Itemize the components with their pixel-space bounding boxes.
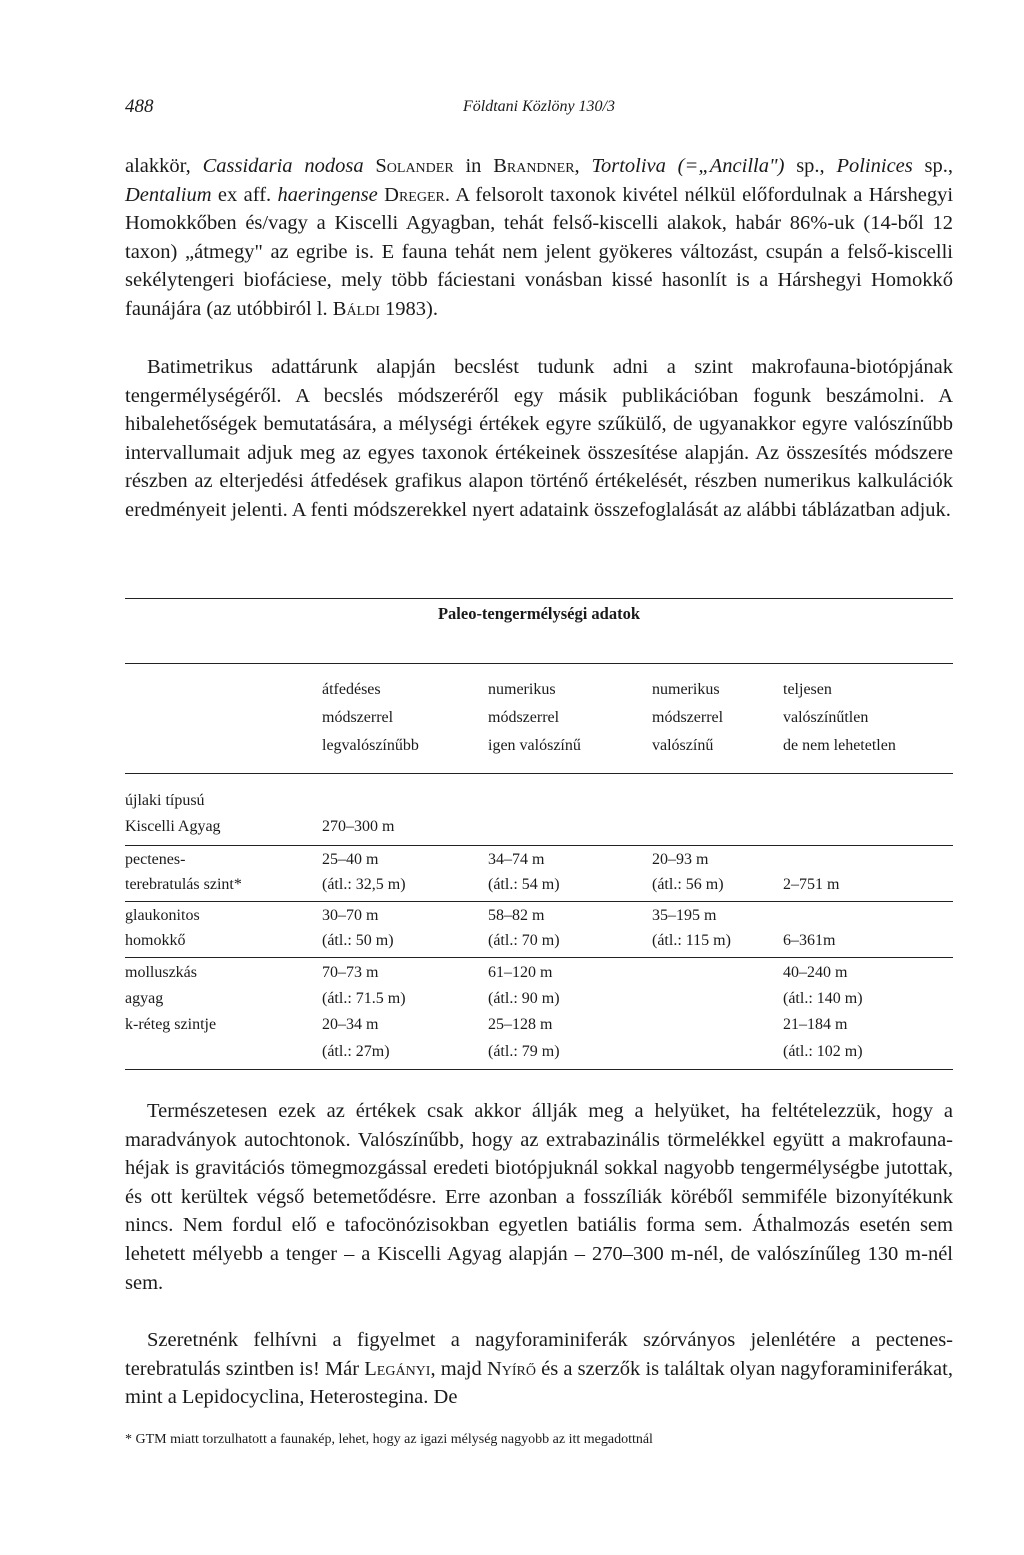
p4-text-3: és a szerzők is találtak olyan nagyforaminiferákat, mint a Lepidocyclina, Heterostegina. De — [125, 1357, 953, 1409]
table-cell: molluszkás — [125, 964, 197, 981]
page-header — [125, 96, 953, 126]
p1-author-brandner: Brandner — [493, 155, 575, 177]
p1-taxon-dentalium: Dentalium — [125, 183, 212, 206]
p3-text: Természetesen ezek az értékek csak akkor állják meg a helyüket, ha feltételezzük, hogy a maradványok autochtonok. Valószínűbb, hogy az extrabazinális törmelékkel együtt a makrofauna-héjak is gravitációs tömegmozgással eredeti biotópjuknál sokkal nagyobb tengermélységbe jutottak, és ott kerültek végső betemetődésre. Erre azonban a fosszíliák köréből semmiféle bizonyítékunk nincs. Nem fordul elő e tafocönózisokban egyetlen batiális forma sem. Áthalmozás esetén sem lehetett mélyebb a tenger – a Kiscelli Agyag alapján – 270–300 m-nél, de valószínűleg 130 m-nél sem. — [125, 1100, 953, 1294]
table-cell: homokkő — [125, 932, 186, 949]
table-cell: (átl.: 71.5 m) — [322, 990, 406, 1007]
table-cell: 40–240 m — [783, 964, 848, 981]
footnote: * GTM miatt torzulhatott a faunakép, lehet, hogy az igazi mélység nagyobb az itt megadottnál — [125, 1432, 653, 1447]
p1-text-2 — [364, 155, 376, 177]
table-cell: 20–93 m — [652, 851, 709, 868]
table-cell: (átl.: 140 m) — [783, 990, 863, 1007]
table-row-divider — [125, 957, 953, 958]
page-number: 488 — [125, 96, 154, 117]
paragraph-foraminifera — [125, 1326, 953, 1412]
p1-author-dreger: Dreger — [384, 183, 445, 206]
table-rule-title — [125, 663, 953, 664]
table-cell: (átl.: 27m) — [322, 1043, 390, 1060]
p1-text-4: , — [574, 155, 592, 177]
table-cell: 25–128 m — [488, 1016, 553, 1033]
table-row-divider — [125, 845, 953, 846]
table-rule-header — [125, 773, 953, 774]
table-cell: 34–74 m — [488, 851, 545, 868]
p4-author-nyiro: Nyírő — [486, 1357, 536, 1380]
table-cell: (átl.: 79 m) — [488, 1043, 560, 1060]
table-cell: glaukonitos — [125, 907, 200, 924]
table-rule-top — [125, 598, 953, 599]
table-header-col2: numerikus módszerrel igen valószínű — [488, 681, 581, 754]
paragraph-fauna — [125, 152, 953, 324]
p1-author-baldi: Báldi — [332, 297, 380, 320]
table-cell: (átl.: 70 m) — [488, 932, 560, 949]
p4-text-2: , majd — [430, 1357, 487, 1380]
table-header-col3: numerikus módszerrel valószínű — [652, 681, 724, 754]
table-title: Paleo-tengermélységi adatok — [437, 604, 641, 623]
p1-text-7: ex aff. — [211, 183, 278, 206]
p1-taxon-haeringense: haeringense — [277, 183, 378, 206]
p1-taxon-cassidaria: Cassidaria nodosa — [202, 155, 364, 177]
table-cell: 25–40 m — [322, 851, 379, 868]
table-cell: Kiscelli Agyag — [125, 818, 221, 835]
p1-text-1: alakkör, — [125, 155, 203, 177]
table-cell: (átl.: 115 m) — [652, 932, 731, 949]
p1-author-solander: Solander — [375, 155, 454, 177]
p1-taxon-tortoliva: Tortoliva (=„Ancilla") — [591, 155, 785, 177]
p1-taxon-polinices: Polinices — [836, 155, 913, 177]
table-rule-bottom — [125, 1069, 953, 1070]
table-cell: újlaki típusú — [125, 792, 205, 809]
p1-text-9: . A felsorolt taxonok kivétel nélkül előfordulnak a Hárshegyi Homokkőben és/vagy a Kiscelli Agyagban, tehát felső-kiscelli alakok, habár 86%-uk (14-ből 12 taxon) „átmegy" az egribe is. E fauna tehát nem jelent gyökeres változást, csupán a felső-kiscelli sekélytengeri biofáciese, mely több fáciestani vonásban kissé hasonlít is a Hárshegyi Homokkő faunájára (az utóbbiról l. — [125, 183, 954, 320]
table-cell: 20–34 m — [322, 1016, 379, 1033]
table-cell: 270–300 m — [322, 818, 395, 835]
p4-author-leganyi: Legányi — [364, 1357, 431, 1380]
table-cell: 30–70 m — [322, 907, 379, 924]
table-header-col1: átfedéses módszerrel legvalószínűbb — [322, 681, 419, 754]
table-cell: 70–73 m — [322, 964, 379, 981]
table-cell: agyag — [125, 990, 164, 1007]
table-cell: 61–120 m — [488, 964, 553, 981]
table-cell: (átl.: 56 m) — [652, 876, 724, 893]
table-cell: (átl.: 102 m) — [783, 1043, 863, 1060]
table-cell: 35–195 m — [652, 907, 717, 924]
table-cell: k-réteg szintje — [125, 1016, 217, 1033]
p1-text-6: sp., — [912, 155, 954, 177]
table-cell: 58–82 m — [488, 907, 545, 924]
table-cell: 2–751 m — [783, 876, 840, 893]
p4-text-1: Szeretnénk felhívni a figyelmet a nagyforaminiferák szórványos jelenlétére a pectenes-terebratulás szintben is! Már — [125, 1329, 953, 1380]
paragraph-bathymetry — [125, 353, 953, 525]
table-cell: (átl.: 90 m) — [488, 990, 560, 1007]
table-header-col4: teljesen valószínűtlen de nem lehetetlen — [783, 681, 896, 754]
p2-text: Batimetrikus adattárunk alapján becslést tudunk adni a szint makrofauna-biotópjának tengermélységéről. A becslés módszeréről egy másik publikációban fogunk beszámolni. A hibalehetőségek bemutatására, a mélységi értékek egyre szűkülő, de ugyanakkor egyre valószínűbb intervallumait adjuk meg az egyes taxonok értékeinek összesítése alapján. Az összesítés módszere részben az elterjedési átfedések grafikus alapon történő értékelését, részben numerikus kalkulációk eredményeit jelenti. A fenti módszerekkel nyert adataink összefoglalását az alábbi táblázatban adjuk. — [125, 356, 953, 521]
table-cell: 6–361m — [783, 932, 836, 949]
paragraph-autochthony — [125, 1097, 953, 1297]
p1-text-10: 1983). — [379, 297, 438, 320]
journal-title: Földtani Közlöny 130/3 — [463, 98, 615, 115]
p1-text-3: in — [453, 155, 494, 177]
table-cell: 21–184 m — [783, 1016, 848, 1033]
p1-text-5: sp., — [784, 155, 837, 177]
table-cell: (átl.: 32,5 m) — [322, 876, 406, 893]
table-cell: pectenes- — [125, 851, 186, 868]
table-cell: (átl.: 54 m) — [488, 876, 560, 893]
table-cell: terebratulás szint* — [125, 876, 242, 893]
table-row-divider — [125, 901, 953, 902]
table-cell: (átl.: 50 m) — [322, 932, 394, 949]
